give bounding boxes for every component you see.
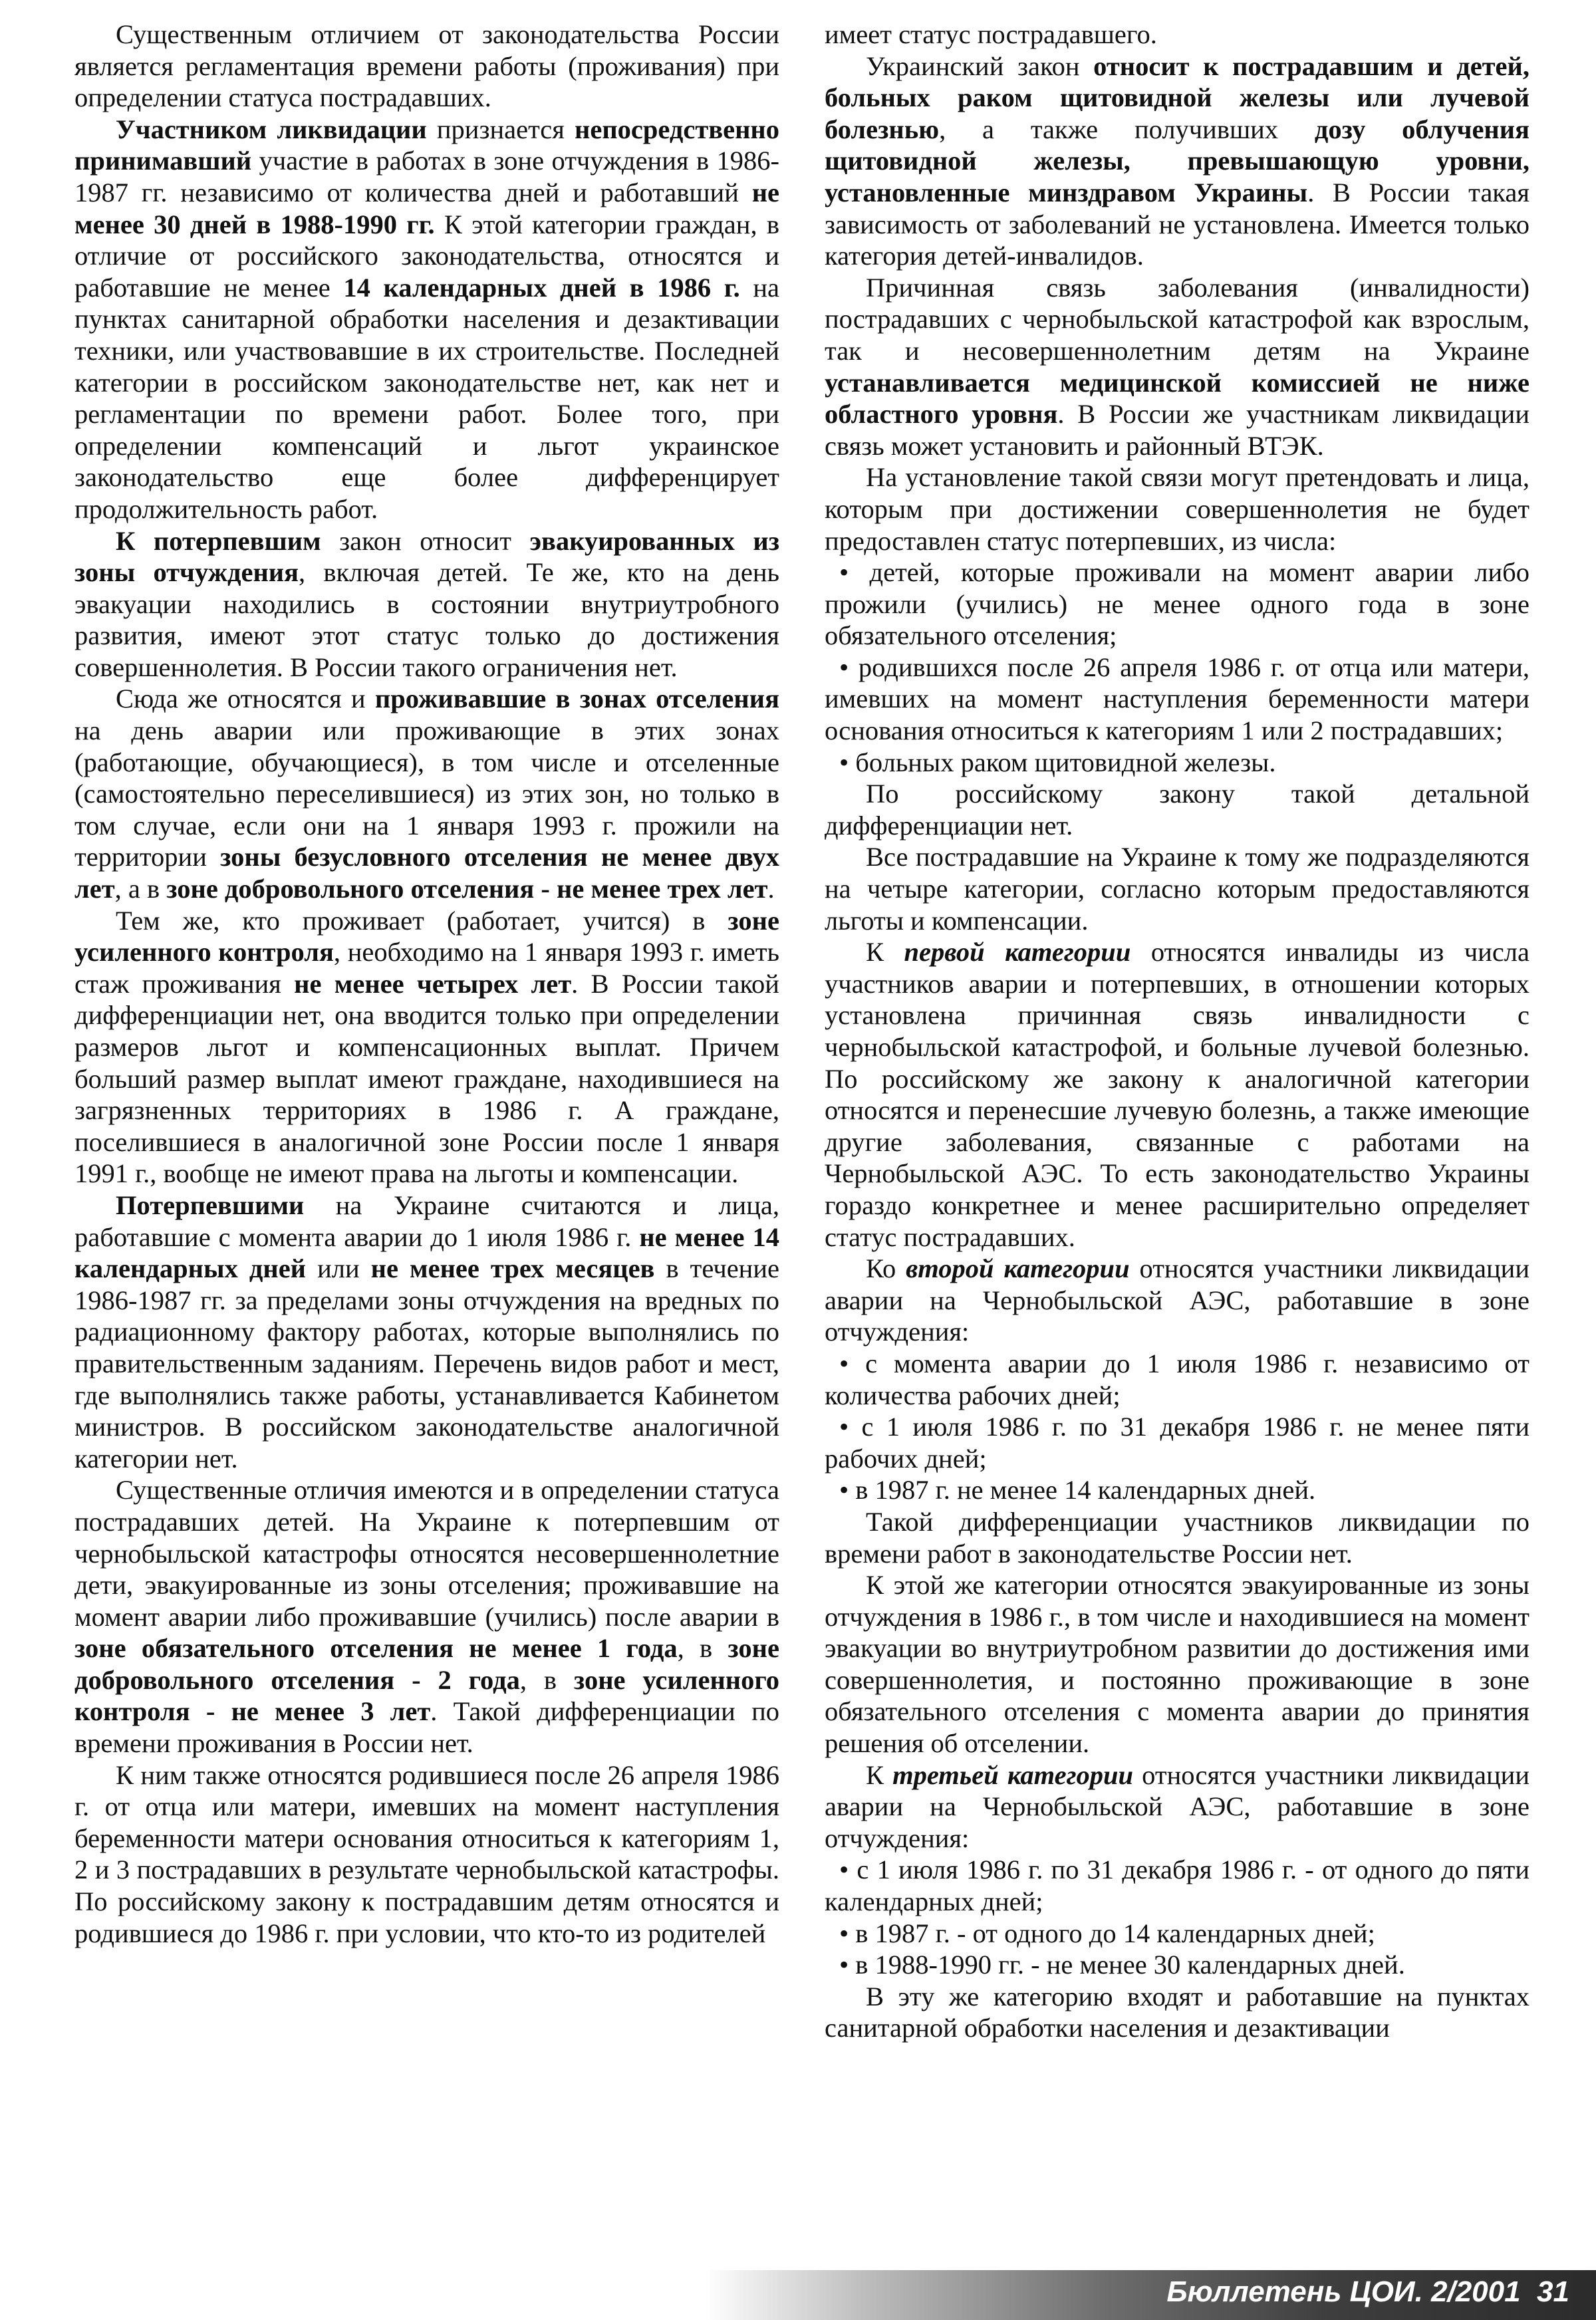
- paragraph: [825, 1759, 1530, 1855]
- paragraph: [825, 51, 1530, 272]
- text-run: участие в работах в зоне отчуждения в 1986-1987 гг. независимо от количества дней и работавший: [74, 146, 779, 207]
- paragraph: Такой дифференциации участников ликвидации по времени работ в законодательстве России нет.: [825, 1506, 1530, 1569]
- paragraph: имеет статус пострадавшего.: [825, 19, 1157, 49]
- journal-title: Бюллетень ЦОИ. 2/2001: [1166, 2275, 1521, 2308]
- list-item: • больных раком щитовидной железы.: [839, 747, 1276, 777]
- list-item: • с 1 июля 1986 г. по 31 декабря 1986 г. - от одного до пяти календарных дней;: [825, 1855, 1530, 1917]
- text-run: Причинная связь заболевания (инвалидности) пострадавших с чернобыльской катастрофой как взрослым, так и несовершеннолетним детям на Украине: [825, 272, 1530, 366]
- emphasis-text: относит к пострадавшим и детей, больных раком щитовидной железы или лучевой болезнью: [825, 51, 1530, 144]
- paragraph: К ним также относятся родившиеся после 26 апреля 1986 г. от отца или матери, имевших на момент наступления беременности матери основания относиться к категориям 1, 2 и 3 пострадавших в результате чернобыльской катастрофы. По российскому закону к пострадавшим детям относятся и родившиеся до 1986 г. при условии, что кто-то из родителей: [74, 1759, 779, 1948]
- text-run: относятся участники ликвидации аварии на Чернобыльской АЭС, работавшие в зоне отчуждения:: [825, 1759, 1530, 1853]
- right-column: [825, 19, 1530, 2044]
- emphasis-text: не менее 30 дней в 1988-1990 гг.: [74, 177, 779, 239]
- text-run: Сюда же относятся и: [116, 684, 375, 714]
- text-run: на Украине считаются и лица, работавшие с момента аварии до 1 июля 1986 г.: [74, 1190, 779, 1252]
- emphasis-text: не менее 14 календарных дней: [74, 1222, 779, 1284]
- paragraph: [74, 1474, 779, 1759]
- emphasis-text: Участником ликвидации: [116, 114, 427, 144]
- list-item: • детей, которые проживали на момент аварии либо прожили (учились) не менее одного года в зоне обязательного отселения;: [825, 557, 1530, 651]
- paragraph: [74, 114, 779, 525]
- text-run: относятся участники ликвидации аварии на Чернобыльской АЭС, работавшие в зоне отчуждения:: [825, 1253, 1530, 1347]
- text-run: Тем же, кто проживает (работает, учится) в: [116, 905, 728, 936]
- text-run: . В России такой дифференциации нет, она вводится только при определении размеров льгот и компенсационных выплат. Причем больший размер выплат имеют граждане, находившиеся на загрязненных территориях в 1986 г. А граждане, поселившиеся в аналогичной зоне России после 1 января 1991 г., вообще не имеют права на льготы и компенсации.: [74, 968, 779, 1189]
- emphasis-text: К потерпевшим: [116, 525, 321, 556]
- paragraph: [74, 1190, 779, 1474]
- paragraph: [74, 683, 779, 904]
- emphasis-text: не менее четырех лет: [294, 968, 572, 999]
- emphasis-text: непосредственно принимавший: [74, 114, 779, 176]
- paragraph: В эту же категорию входят и работавшие на пунктах санитарной обработки населения и дезактивации: [825, 1981, 1530, 2043]
- text-run: закон относит: [321, 525, 530, 556]
- text-run: Ко: [866, 1253, 906, 1284]
- left-column: [74, 19, 779, 1949]
- emphasis-text: зоне обязательного отселения не менее 1 года: [74, 1633, 678, 1664]
- paragraph: [825, 1253, 1530, 1348]
- paragraph: [825, 272, 1530, 462]
- text-run: . Такой дифференциации по времени проживания в России нет.: [74, 1696, 780, 1759]
- text-run: .: [767, 874, 775, 904]
- emphasis-text: зоне добровольного отселения - 2 года: [74, 1633, 779, 1695]
- text-run: в течение 1986-1987 гг. за пределами зоны отчуждения на вредных по радиационному фактору работах, которые выполнялись по правительственным заданиям. Перечень видов работ и мест, где выполнялись также работы, устанавливается Кабинетом министров. В российском законодательстве аналогичной категории нет.: [74, 1253, 779, 1474]
- list-item: • с 1 июля 1986 г. по 31 декабря 1986 г. не менее пяти рабочих дней;: [825, 1412, 1530, 1474]
- emphasis-text: устанавливается медицинской комиссией не ниже областного уровня: [825, 367, 1530, 430]
- text-run: на пунктах санитарной обработки населения и дезактивации техники, или участвовавшие в их строительстве. Последней категории в российском законодательстве нет, как нет и регламентации по времени работ. Более того, при определении компенсаций и льгот украинское законодательство еще более дифференцирует продолжительность работ.: [74, 272, 779, 524]
- list-item: • в 1988-1990 гг. - не менее 30 календарных дней.: [839, 1950, 1405, 1980]
- text-run: , в: [519, 1664, 574, 1695]
- emphasis-text: зоны безусловного отселения не менее двух лет: [74, 842, 779, 904]
- text-run: , а в: [114, 874, 167, 904]
- emphasis-text: проживавшие в зонах отселения: [374, 684, 779, 714]
- text-run: Украинский закон: [866, 51, 1094, 81]
- text-run: , в: [677, 1633, 728, 1664]
- list-item: • в 1987 г. не менее 14 календарных дней.: [839, 1475, 1316, 1505]
- text-run: К этой категории граждан, в отличие от российского законодательства, относятся и работавшие не менее: [74, 209, 779, 303]
- text-run: признается: [426, 114, 575, 144]
- text-run: К: [866, 1759, 893, 1790]
- emphasis-text: эвакуированных из зоны отчуждения: [74, 525, 779, 588]
- emphasis-text: дозу облучения щитовидной железы, превышающую уровни, установленные минздравом Украины: [825, 114, 1530, 207]
- text-run: . В России такая зависимость от заболеваний не установлена. Имеется только категория детей-инвалидов.: [825, 177, 1530, 271]
- text-run: Существенные отличия имеются и в определении статуса пострадавших детей. На Украине к потерпевшим от чернобыльской катастрофы относятся несовершеннолетние дети, эвакуированные из зоны отселения; проживавшие на момент аварии либо проживавшие (учились) после аварии в: [74, 1475, 779, 1632]
- text-run: относятся инвалиды из числа участников аварии и потерпевших, в отношении которых установлена причинная связь инвалидности с чернобыльской катастрофой, и больные лучевой болезнью. По российскому же закону к аналогичной категории относятся и перенесшие лучевую болезнь, а также имеющие другие заболевания, связанные с работами на Чернобыльской АЭС. То есть законодательство Украины гораздо конкретнее и менее расширительно определяет статус пострадавших.: [825, 937, 1530, 1252]
- paragraph: [74, 525, 779, 684]
- text-run: . В России же участникам ликвидации связь может установить и районный ВТЭК.: [825, 399, 1530, 461]
- paragraph: Существенным отличием от законодательства России является регламентация времени работы (проживания) при определении статуса пострадавших.: [74, 19, 779, 113]
- text-run: или: [306, 1253, 371, 1284]
- emphasis-text: зоне усиленного контроля: [74, 905, 779, 967]
- category-term: второй категории: [906, 1253, 1130, 1284]
- footer-bar: [705, 2270, 1596, 2320]
- paragraph: [74, 905, 779, 1190]
- emphasis-text: 14 календарных дней в 1986 г.: [343, 272, 740, 303]
- text-run: на день аварии или проживающие в этих зонах (работающие, обучающиеся), в том числе и отселенные (самостоятельно переселившиеся) из этих зон, но только в том случае, если они на 1 января 1993 г. прожили на территории: [74, 715, 779, 872]
- emphasis-text: не менее трех месяцев: [370, 1253, 655, 1284]
- paragraph: К этой же категории относятся эвакуированные из зоны отчуждения в 1986 г., в том числе и находившиеся на момент эвакуации во внутриутробном развитии до достижения ими совершеннолетия, и постоянно проживающие в зоне обязательного отселения с момента аварии до принятия решения об отселении.: [825, 1570, 1530, 1759]
- paragraph: На установление такой связи могут претендовать и лица, которым при достижении совершеннолетия не будет предоставлен статус потерпевших, из числа:: [825, 462, 1530, 556]
- text-run: , необходимо на 1 января 1993 г. иметь стаж проживания: [74, 937, 779, 999]
- paragraph: [825, 936, 1530, 1253]
- paragraph: По российскому закону такой детальной дифференциации нет.: [825, 779, 1530, 840]
- text-run: , включая детей. Те же, кто на день эвакуации находились в состоянии внутриутробного развития, имеют этот статус только до достижения совершеннолетия. В России такого ограничения нет.: [74, 557, 779, 682]
- list-item: • в 1987 г. - от одного до 14 календарных дней;: [839, 1918, 1375, 1948]
- category-term: третьей категории: [892, 1759, 1134, 1790]
- emphasis-text: зоне усиленного контроля - не менее 3 лет: [74, 1664, 779, 1727]
- text-run: К: [866, 937, 904, 967]
- page-number: 31: [1537, 2275, 1569, 2308]
- emphasis-text: зоне добровольного отселения - не менее трех лет: [166, 874, 768, 904]
- footer-text: [1166, 2275, 1569, 2309]
- category-term: первой категории: [904, 937, 1131, 967]
- paragraph: Все пострадавшие на Украине к тому же подразделяются на четыре категории, согласно которым предоставляются льготы и компенсации.: [825, 842, 1530, 936]
- text-run: , а также получивших: [939, 114, 1315, 144]
- emphasis-text: Потерпевшими: [116, 1190, 305, 1220]
- list-item: • родившихся после 26 апреля 1986 г. от отца или матери, имевших на момент наступления беременности матери основания относиться к категориям 1 или 2 пострадавших;: [825, 652, 1530, 746]
- list-item: • с момента аварии до 1 июля 1986 г. независимо от количества рабочих дней;: [825, 1348, 1530, 1410]
